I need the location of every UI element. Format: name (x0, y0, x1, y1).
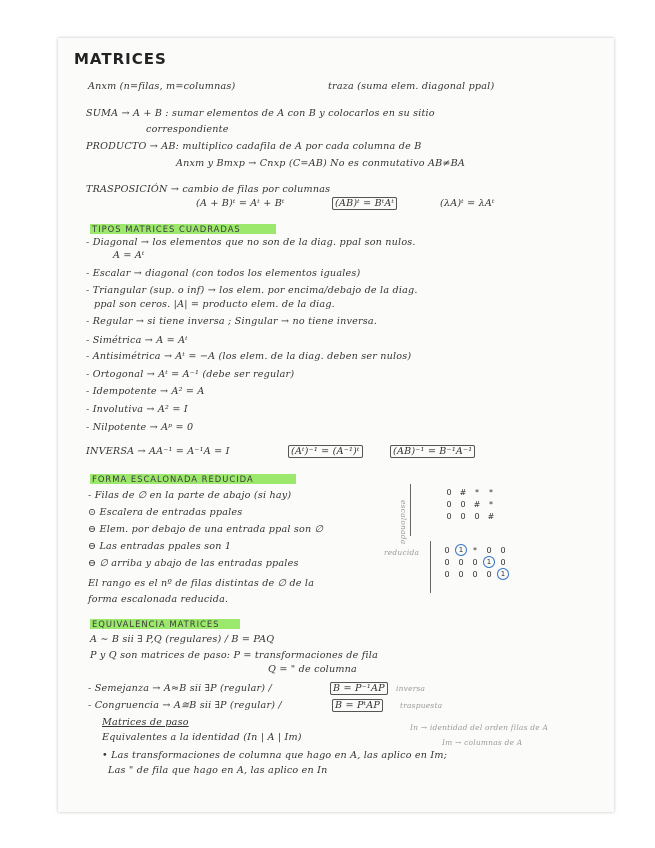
note-line: TRASPOSICIÓN → cambio de filas por columnas (86, 184, 331, 195)
list-item: El rango es el nº de filas distintas de ∅ de la (88, 578, 315, 589)
matrix-cell: 0 (472, 557, 478, 567)
bracket (430, 541, 431, 593)
list-item: forma escalonada reducida. (88, 594, 229, 605)
matrix-reducida (440, 544, 510, 580)
matrix-cell: * (473, 545, 477, 555)
note-line: Q = " de columna (268, 664, 357, 675)
note-line: (λA)ᵗ = λAᵗ (440, 198, 495, 209)
list-item: A = Aᵗ (113, 250, 145, 261)
list-item: - Nilpotente → Aᵖ = 0 (86, 422, 194, 433)
list-item: ⊖ ∅ arriba y abajo de las entradas ppales (88, 558, 299, 569)
matrix-cell: 0 (474, 511, 480, 521)
faint-note: traspuesta (400, 701, 443, 710)
list-item: ppal son ceros. |A| = producto elem. de la diag. (94, 299, 335, 310)
matrix-cell (454, 544, 468, 556)
matrix-cell: 0 (458, 569, 464, 579)
list-item: - Triangular (sup. o inf) → los elem. por encima/debajo de la diag. (86, 285, 418, 296)
list-item: - Involutiva → A² = I (86, 404, 188, 415)
faint-note: In → identidad del orden filas de A (410, 723, 549, 732)
note-line: (Aᵗ)⁻¹ = (A⁻¹)ᵗ (288, 445, 363, 458)
matrix-escalonada (442, 486, 498, 522)
note-line: correspondiente (146, 124, 229, 135)
page-title: MATRICES (74, 50, 167, 68)
matrix-cell: 0 (486, 545, 492, 555)
note-line: (AB)⁻¹ = B⁻¹A⁻¹ (390, 445, 475, 458)
matrix-cell: # (487, 511, 495, 521)
matrix-cell (482, 556, 496, 568)
note-line: Anxm y Bmxp → Cnxp (C=AB) No es conmutativo AB≠BA (176, 158, 465, 169)
note-line: INVERSA → AA⁻¹ = A⁻¹A = I (86, 446, 230, 457)
list-item: - Escalar → diagonal (con todos los elementos iguales) (86, 268, 361, 279)
formula-box: B = P⁻¹AP (330, 682, 388, 695)
list-item: Las " de fila que hago en A, las aplico en In (108, 765, 328, 776)
matrix-cell: 0 (444, 557, 450, 567)
matrix-cell: 0 (444, 569, 450, 579)
list-item: - Regular → si tiene inversa ; Singular → no tiene inversa. (86, 316, 378, 327)
matrix-cell: 0 (486, 569, 492, 579)
pivot-circle: 1 (483, 556, 495, 568)
matrix-cell: * (475, 487, 479, 497)
section-heading: FORMA ESCALONADA REDUCIDA (92, 474, 254, 484)
matrix-cell: * (489, 487, 493, 497)
matrix-cell: # (459, 487, 467, 497)
subheading: Matrices de paso (102, 717, 189, 728)
matrix-cell: 0 (500, 545, 506, 555)
faint-note: Im → columnas de A (442, 738, 523, 747)
label-reducida: reducida (384, 548, 420, 557)
bracket (410, 484, 411, 536)
note-line: Equivalentes a la identidad (In | A | Im) (102, 732, 302, 743)
note-line: P y Q son matrices de paso: P = transformaciones de fila (90, 650, 378, 661)
list-item: • Las transformaciones de columna que hago en A, las aplico en Im; (102, 750, 448, 761)
note-line: SUMA → A + B : sumar elementos de A con B y colocarlos en su sitio (86, 108, 435, 119)
matrix-cell (496, 568, 510, 580)
list-item: - Idempotente → A² = A (86, 386, 205, 397)
matrix-cell: 0 (446, 487, 452, 497)
pivot-circle: 1 (497, 568, 509, 580)
list-item: - Simétrica → A = Aᵗ (86, 335, 188, 346)
matrix-cell: 0 (472, 569, 478, 579)
faint-note: inversa (396, 684, 426, 693)
note-line: A ∼ B sii ∃ P,Q (regulares) / B = PAQ (90, 634, 275, 645)
list-item: - Semejanza → A≈B sii ∃P (regular) / (88, 683, 272, 694)
matrix-cell: * (489, 499, 493, 509)
note-line: PRODUCTO → AB: multiplico cadafila de A por cada columna de B (86, 141, 422, 152)
matrix-cell: 0 (500, 557, 506, 567)
section-heading: TIPOS MATRICES CUADRADAS (92, 224, 241, 234)
note-line: Anxm (n=filas, m=columnas) (88, 81, 236, 92)
list-item: - Congruencia → A≅B sii ∃P (regular) / (88, 700, 282, 711)
list-item: ⊖ Las entradas ppales son 1 (88, 541, 232, 552)
list-item: - Filas de ∅ en la parte de abajo (si hay) (88, 490, 292, 501)
note-line: traza (suma elem. diagonal ppal) (328, 81, 495, 92)
notebook-page (58, 38, 614, 812)
pivot-circle: 1 (455, 544, 467, 556)
matrix-cell: 0 (460, 511, 466, 521)
matrix-cell: 0 (460, 499, 466, 509)
list-item: - Ortogonal → Aᵗ = A⁻¹ (debe ser regular) (86, 369, 295, 380)
matrix-cell: 0 (446, 511, 452, 521)
matrix-cell: 0 (444, 545, 450, 555)
formula-box: B = PᵗAP (332, 699, 383, 712)
list-item: ⊙ Escalera de entradas ppales (88, 507, 243, 518)
matrix-cell: 0 (446, 499, 452, 509)
note-line: (AB)ᵗ = BᵗAᵗ (332, 197, 397, 210)
label-escalonada: escalonada (399, 500, 408, 545)
list-item: ⊖ Elem. por debajo de una entrada ppal son ∅ (88, 524, 324, 535)
matrix-cell: 0 (458, 557, 464, 567)
note-line: (A + B)ᵗ = Aᵗ + Bᵗ (196, 198, 285, 209)
list-item: - Antisimétrica → Aᵗ = −A (los elem. de la diag. deben ser nulos) (86, 351, 412, 362)
list-item: - Diagonal → los elementos que no son de la diag. ppal son nulos. (86, 237, 416, 248)
section-heading: EQUIVALENCIA MATRICES (92, 619, 220, 629)
matrix-cell: # (473, 499, 481, 509)
